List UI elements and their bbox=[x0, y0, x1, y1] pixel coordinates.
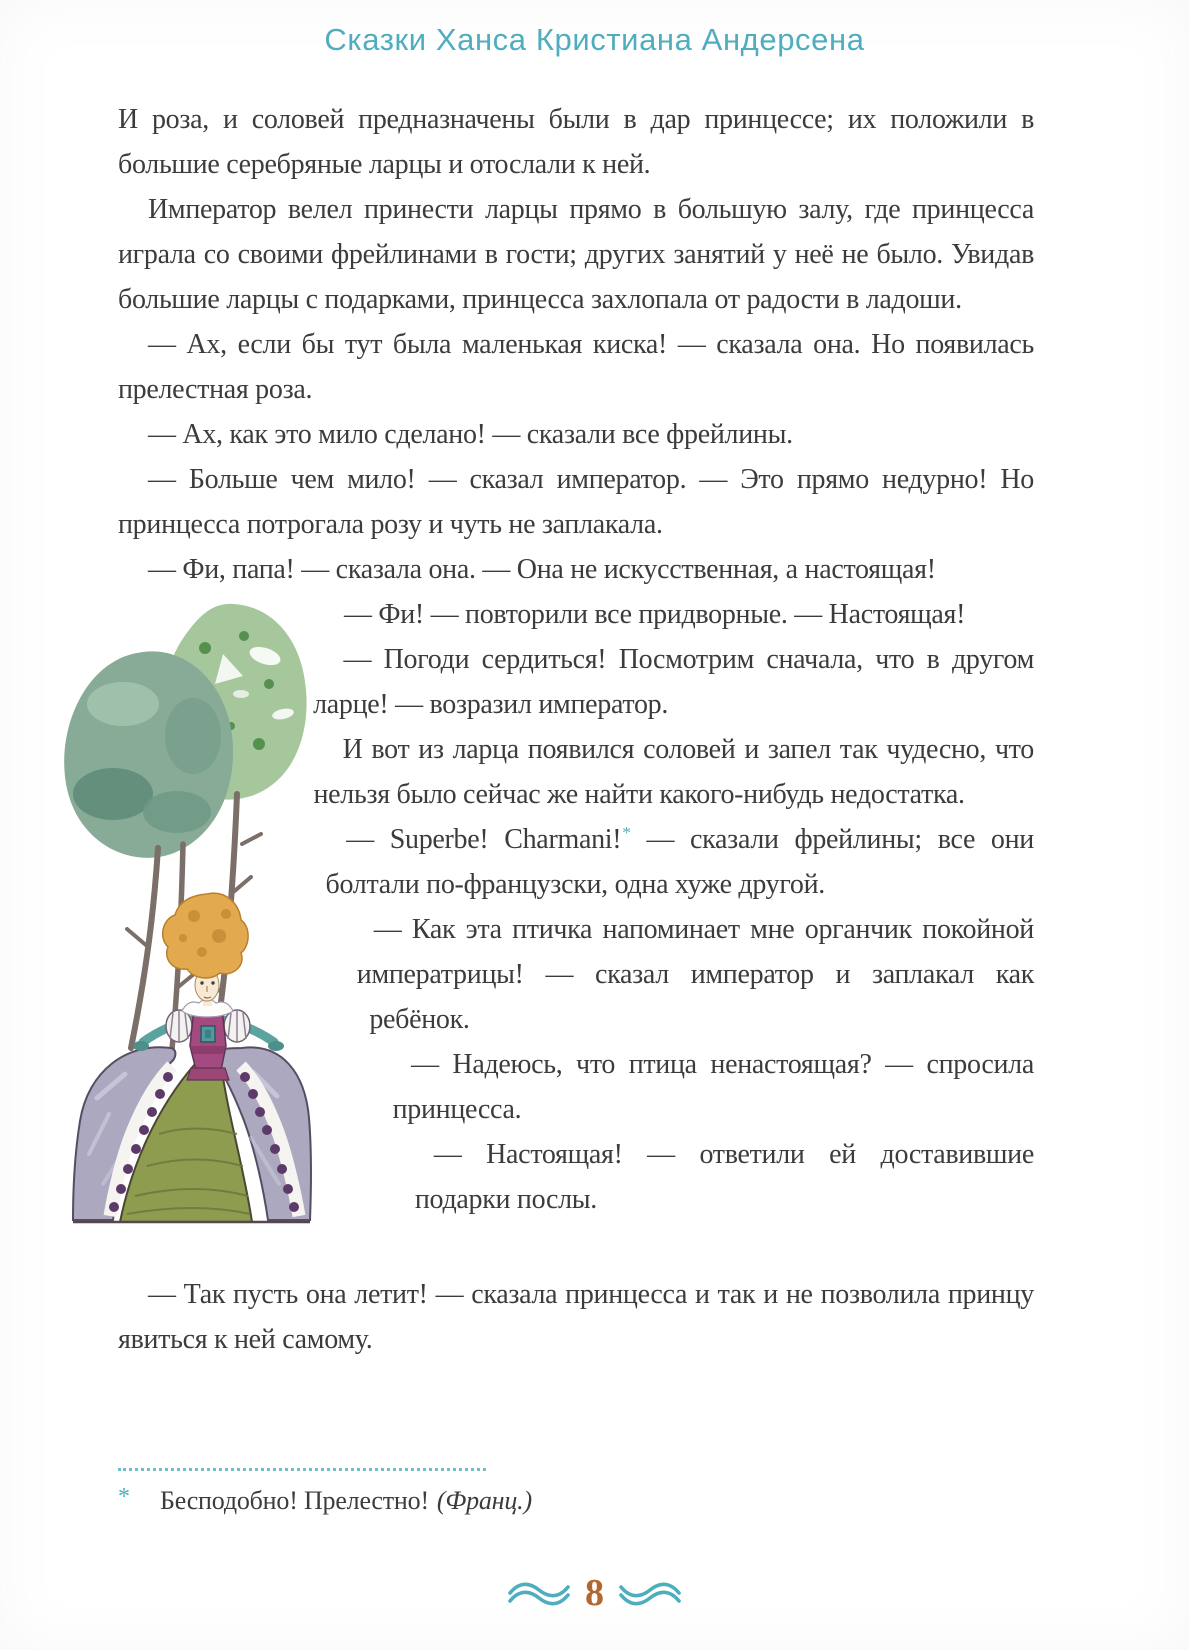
princess-figure bbox=[73, 893, 311, 1222]
story-text bbox=[118, 97, 1034, 1362]
footnote bbox=[118, 1484, 532, 1516]
page-footer bbox=[0, 1574, 1189, 1612]
paragraph: Император велел принести ларцы прямо в большую залу, где принцесса играла со своими фрейлинами в гости; других занятий у неё не было. Увидав большие ларцы с подарками, принцесса захлопала от радости в ладоши. bbox=[118, 194, 1034, 315]
footnote-language-note: (Франц.) bbox=[436, 1486, 532, 1515]
dialogue-paragraph: — Фи, папа! — сказала она. — Она не искусственная, а настоящая! bbox=[148, 554, 936, 585]
running-head: Сказки Ханса Кристиана Андерсена bbox=[324, 22, 865, 57]
dialogue-paragraph: — Ах, если бы тут была маленькая киска! — сказала она. Но появилась прелестная роза. bbox=[118, 329, 1034, 405]
dialogue-paragraph: — Фи! — повторили все придворные. — Настоящая! bbox=[344, 599, 966, 630]
wave-ornament-left bbox=[507, 1578, 571, 1608]
dialogue-text: — сказали фрейлины; все они болтали по-французски, одна хуже другой. bbox=[325, 824, 1034, 900]
dialogue-paragraph: — Надеюсь, что птица ненастоящая? — спросила принцесса. bbox=[392, 1049, 1034, 1125]
dialogue-text: — Superbe! Charmani! bbox=[346, 824, 622, 855]
paragraph: И вот из ларца появился соловей и запел так чудесно, что нельзя было сейчас же найти какого-нибудь недостатка. bbox=[313, 734, 1034, 810]
page-number: 8 bbox=[585, 1572, 604, 1614]
tree-canopies bbox=[64, 604, 306, 858]
dialogue-paragraph: — Настоящая! — ответили ей доставившие подарки послы. bbox=[414, 1139, 1034, 1215]
trees-and-princess-illustration bbox=[55, 596, 315, 1236]
footnote-marker: * bbox=[118, 1484, 130, 1510]
wave-ornament-right bbox=[618, 1578, 682, 1608]
dialogue-paragraph: — Ах, как это мило сделано! — сказали все фрейлины. bbox=[148, 419, 793, 450]
dialogue-paragraph: — Погоди сердиться! Посмотрим сначала, что в другом ларце! — возразил император. bbox=[313, 644, 1034, 720]
illustration-float bbox=[118, 592, 428, 1272]
dialogue-paragraph: — Больше чем мило! — сказал император. — Это прямо недурно! Но принцесса потрогала розу и чуть не заплакала. bbox=[118, 464, 1034, 540]
dialogue-paragraph: — Как эта птичка напоминает мне органчик покойной императрицы! — сказал император и заплакал как ребёнок. bbox=[356, 914, 1034, 1035]
dialogue-paragraph: — Так пусть она летит! — сказала принцесса и так и не позволила принцу явиться к ней самому. bbox=[118, 1279, 1034, 1355]
footnote-separator bbox=[118, 1468, 486, 1471]
paragraph: И роза, и соловей предназначены были в дар принцессе; их положили в большие серебряные ларцы и отослали к ней. bbox=[118, 104, 1034, 180]
footnote-text: Бесподобно! Прелестно! bbox=[160, 1486, 429, 1515]
footnote-reference: * bbox=[622, 822, 631, 842]
